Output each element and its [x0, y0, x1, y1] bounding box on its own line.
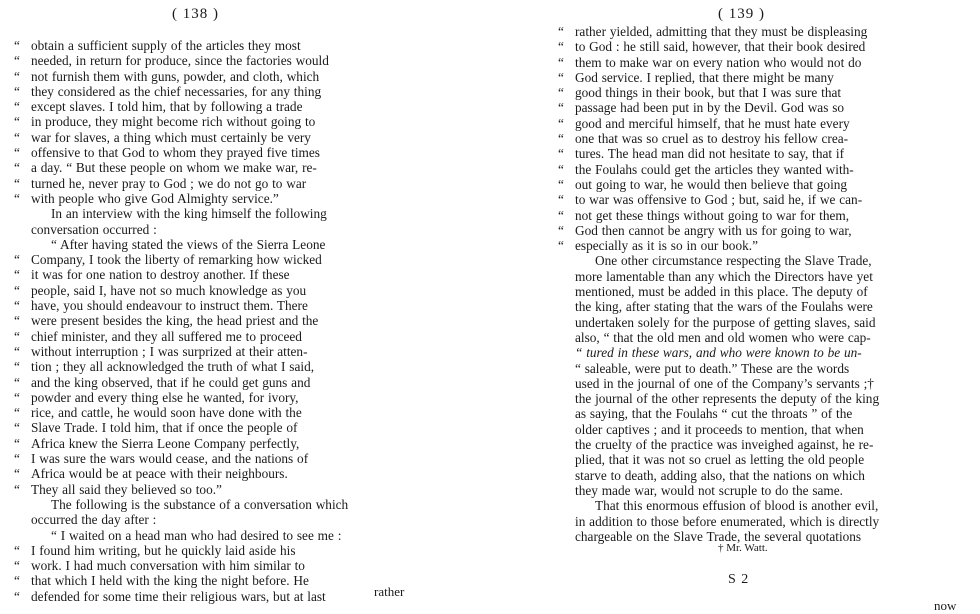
quote-mark: “ — [558, 100, 564, 116]
text-line — [558, 299, 978, 314]
quote-mark: “ — [14, 389, 20, 405]
line-text: especially as it is so in our book.” — [575, 238, 758, 254]
quote-mark: “ — [14, 374, 20, 390]
text-line — [558, 514, 978, 529]
line-text: also, “ that the old men and old women who were cap- — [575, 329, 871, 345]
line-text: have, you should endeavour to instruct them. There — [31, 298, 308, 314]
quote-mark: “ — [14, 558, 20, 574]
text-line — [14, 451, 414, 466]
line-text: it was for one nation to destroy another. If these — [31, 267, 290, 283]
quote-mark: “ — [14, 481, 20, 497]
line-text: That this enormous effusion of blood is another evil, — [595, 498, 879, 514]
text-line — [558, 391, 978, 406]
line-text: rice, and cattle, he would soon have done with the — [31, 405, 302, 421]
text-line — [14, 512, 414, 527]
line-text: with people who give God Almighty service.” — [31, 190, 279, 206]
line-text: the cruelty of the practice was inveighed against, he re- — [575, 437, 874, 453]
text-line — [14, 390, 414, 405]
text-line — [558, 529, 978, 544]
quote-mark: “ — [14, 282, 20, 298]
line-text: “ After having stated the views of the Sierra Leone — [51, 236, 326, 252]
left-page — [0, 0, 460, 614]
line-text: I found him writing, but he quickly laid aside his — [31, 542, 296, 558]
line-text: tion ; they all acknowledged the truth of what I said, — [31, 359, 315, 375]
line-text: that which I held with the king the night before. He — [31, 573, 309, 589]
text-line — [558, 437, 978, 452]
quote-mark: “ — [558, 85, 564, 101]
quote-mark: “ — [558, 115, 564, 131]
line-text: people, said I, have not so much knowledge as you — [31, 282, 307, 298]
text-line — [558, 330, 978, 345]
line-text: as saying, that the Foulahs “ cut the throats ” of the — [575, 406, 853, 422]
line-text: occurred the day after : — [31, 512, 157, 528]
text-line — [14, 191, 414, 206]
text-line — [558, 284, 978, 299]
text-line — [14, 420, 414, 435]
line-text: undertaken solely for the purpose of getting slaves, said — [575, 314, 876, 330]
line-text: without interruption ; I was surprized at their atten- — [31, 343, 308, 359]
line-text: chargeable on the Slave Trade, the several quotations — [575, 528, 862, 544]
line-text: One other circumstance respecting the Slave Trade, — [595, 253, 872, 269]
text-line — [558, 468, 978, 483]
quote-mark: “ — [14, 99, 20, 115]
text-line — [558, 483, 978, 498]
text-line — [14, 298, 414, 313]
quote-mark: “ — [14, 313, 20, 329]
line-text: conversation occurred : — [31, 221, 157, 237]
text-line — [14, 375, 414, 390]
line-text: turned he, never pray to God ; we do not go to war — [31, 175, 307, 191]
quote-mark: “ — [14, 466, 20, 482]
quote-mark: “ — [14, 252, 20, 268]
line-text: tures. The head man did not hesitate to say, that if — [575, 146, 845, 162]
text-line — [14, 528, 414, 543]
line-text: obtain a sufficient supply of the articles they most — [31, 38, 301, 53]
quote-mark: “ — [558, 69, 564, 85]
text-line — [14, 114, 414, 129]
quote-mark: “ — [14, 343, 20, 359]
text-line — [558, 146, 978, 161]
line-text: The following is the substance of a conversation which — [51, 496, 349, 512]
quote-mark: “ — [14, 298, 20, 314]
quote-mark: “ — [14, 83, 20, 99]
quote-mark: “ — [14, 451, 20, 467]
text-line — [14, 99, 414, 114]
text-line — [558, 376, 978, 391]
text-line — [558, 131, 978, 146]
text-line — [558, 315, 978, 330]
catchword: rather — [374, 584, 405, 599]
quote-mark: “ — [558, 176, 564, 192]
body-text — [14, 38, 414, 604]
text-line — [14, 359, 414, 374]
line-text: except slaves. I told him, that by following a trade — [31, 99, 303, 115]
text-line — [14, 497, 414, 512]
line-text: defended for some time their religious wars, but at last — [31, 588, 326, 604]
line-text: starve to death, adding also, that the nations on which — [575, 467, 865, 483]
quote-mark: “ — [14, 435, 20, 451]
line-text: they made war, would not scruple to do the same. — [575, 482, 843, 498]
quote-mark: “ — [14, 68, 20, 84]
catchword: now — [934, 598, 957, 613]
quote-mark: “ — [14, 573, 20, 589]
text-line — [558, 238, 978, 253]
line-text: to God : he still said, however, that their book desired — [575, 39, 866, 55]
line-text: Slave Trade. I told him, that if once the people of — [31, 420, 298, 436]
quote-mark: “ — [14, 588, 20, 604]
line-text: the king, after stating that the wars of the Foulahs were — [575, 299, 873, 315]
line-text: in addition to those before enumerated, which is directly — [575, 513, 880, 529]
line-text: God then cannot be angry with us for going to war, — [575, 222, 852, 238]
line-text: them to make war on every nation who would not do — [575, 54, 862, 70]
text-line — [558, 85, 978, 100]
text-line — [14, 53, 414, 68]
line-text: mentioned, must be added in this place. The deputy of — [575, 284, 868, 300]
quote-mark: “ — [14, 160, 20, 176]
text-line — [14, 558, 414, 573]
text-line — [558, 345, 978, 360]
text-line — [14, 466, 414, 481]
quote-mark: “ — [558, 222, 564, 238]
text-line — [558, 269, 978, 284]
quote-mark: “ — [14, 53, 20, 69]
quote-mark: “ — [558, 146, 564, 162]
line-text: Africa knew the Sierra Leone Company perfectly, — [31, 435, 300, 451]
text-line — [14, 329, 414, 344]
quote-mark: “ — [14, 190, 20, 206]
line-text: God service. I replied, that there might be many — [575, 69, 834, 85]
line-text: “ saleable, were put to death.” These are the words — [575, 360, 850, 376]
quote-mark: “ — [558, 207, 564, 223]
line-text: powder and every thing else he wanted, for ivory, — [31, 389, 299, 405]
line-text: offensive to that God to whom they prayed five times — [31, 145, 320, 161]
line-text: one that was so cruel as to destroy his fellow crea- — [575, 131, 849, 147]
line-text: and the king observed, that if he could get guns and — [31, 374, 311, 390]
text-line — [14, 206, 414, 221]
text-line — [558, 116, 978, 131]
line-text: were present besides the king, the head priest and the — [31, 313, 319, 329]
line-text: I was sure the wars would cease, and the nations of — [31, 451, 309, 467]
text-line — [14, 436, 414, 451]
text-line — [558, 162, 978, 177]
quote-mark: “ — [558, 238, 564, 254]
line-text: the journal of the other represents the deputy of the king — [575, 391, 880, 407]
line-text: a day. “ But these people on whom we make war, re- — [31, 160, 317, 176]
text-line — [558, 177, 978, 192]
text-line — [558, 100, 978, 115]
line-text: more lamentable than any which the Directors have yet — [575, 268, 873, 284]
text-line — [14, 543, 414, 558]
line-text: good and merciful himself, that he must hate every — [575, 115, 850, 131]
text-line — [14, 482, 414, 497]
line-text: to war was offensive to God ; but, said he, if we can- — [575, 192, 863, 208]
quote-mark: “ — [14, 405, 20, 421]
line-text: work. I had much conversation with him similar to — [31, 558, 305, 574]
line-text: not get these things without going to war for them, — [575, 207, 850, 223]
line-text: chief minister, and they all suffered me to proceed — [31, 328, 302, 344]
text-line — [14, 69, 414, 84]
text-line — [14, 237, 414, 252]
line-text: “ I waited on a head man who had desired to see me : — [51, 527, 342, 543]
text-line — [14, 176, 414, 191]
text-line — [14, 222, 414, 237]
text-line — [558, 253, 978, 268]
quote-mark: “ — [14, 328, 20, 344]
page-number: ( 138 ) — [172, 6, 219, 22]
line-text: the Foulahs could get the articles they wanted with- — [575, 161, 854, 177]
quote-mark: “ — [14, 542, 20, 558]
page-number: ( 139 ) — [718, 6, 765, 22]
quote-mark: “ — [558, 39, 564, 55]
text-line — [558, 55, 978, 70]
text-line — [558, 208, 978, 223]
line-text: used in the journal of one of the Company’s servants ;† — [575, 375, 874, 391]
text-line — [14, 405, 414, 420]
line-text: needed, in return for produce, since the factories would — [31, 53, 329, 69]
text-line — [14, 344, 414, 359]
quote-mark: “ — [14, 145, 20, 161]
text-line — [558, 192, 978, 207]
text-line — [558, 70, 978, 85]
text-line — [558, 406, 978, 421]
line-text: plied, that it was not so cruel as letting the old people — [575, 452, 865, 468]
signature-mark: S 2 — [728, 572, 750, 587]
quote-mark: “ — [558, 54, 564, 70]
line-text: out going to war, he would then believe that going — [575, 176, 848, 192]
line-text: war for slaves, a thing which must certainly be very — [31, 129, 311, 145]
text-line — [558, 422, 978, 437]
quote-mark: “ — [14, 175, 20, 191]
text-line — [558, 223, 978, 238]
text-line — [14, 283, 414, 298]
line-text: older captives ; and it proceeds to mention, that when — [575, 421, 864, 437]
text-line — [558, 24, 978, 39]
text-line — [14, 84, 414, 99]
text-line — [14, 313, 414, 328]
quote-mark: “ — [558, 131, 564, 147]
text-line — [14, 252, 414, 267]
quote-mark: “ — [14, 359, 20, 375]
quote-mark: “ — [558, 24, 564, 39]
line-text: They all said they believed so too.” — [31, 481, 222, 497]
text-line — [14, 160, 414, 175]
footnote: † Mr. Watt. — [718, 542, 768, 554]
line-text: rather yielded, admitting that they must be displeasing — [575, 24, 868, 39]
right-page — [520, 0, 980, 614]
line-text: In an interview with the king himself the following — [51, 206, 327, 222]
text-line — [558, 452, 978, 467]
quote-mark: “ — [14, 38, 20, 53]
line-text: in produce, they might become rich without going to — [31, 114, 316, 130]
text-line — [14, 573, 414, 588]
text-line — [558, 498, 978, 513]
text-line — [558, 39, 978, 54]
line-text: “ tured in these wars, and who were known to be un- — [575, 345, 862, 361]
line-text: not furnish them with guns, powder, and cloth, which — [31, 68, 320, 84]
body-text — [558, 24, 978, 544]
quote-mark: “ — [558, 192, 564, 208]
text-line — [14, 589, 414, 604]
text-line — [14, 145, 414, 160]
text-line — [14, 38, 414, 53]
quote-mark: “ — [14, 129, 20, 145]
text-line — [14, 130, 414, 145]
quote-mark: “ — [14, 114, 20, 130]
quote-mark: “ — [14, 267, 20, 283]
line-text: good things in their book, but that I was sure that — [575, 85, 842, 101]
line-text: they considered as the chief necessaries, for any thing — [31, 83, 322, 99]
line-text: Company, I took the liberty of remarking how wicked — [31, 252, 322, 268]
text-line — [14, 267, 414, 282]
quote-mark: “ — [558, 161, 564, 177]
line-text: passage had been put in by the Devil. God was so — [575, 100, 845, 116]
text-line — [558, 361, 978, 376]
line-text: Africa would be at peace with their neighbours. — [31, 466, 288, 482]
quote-mark: “ — [14, 420, 20, 436]
